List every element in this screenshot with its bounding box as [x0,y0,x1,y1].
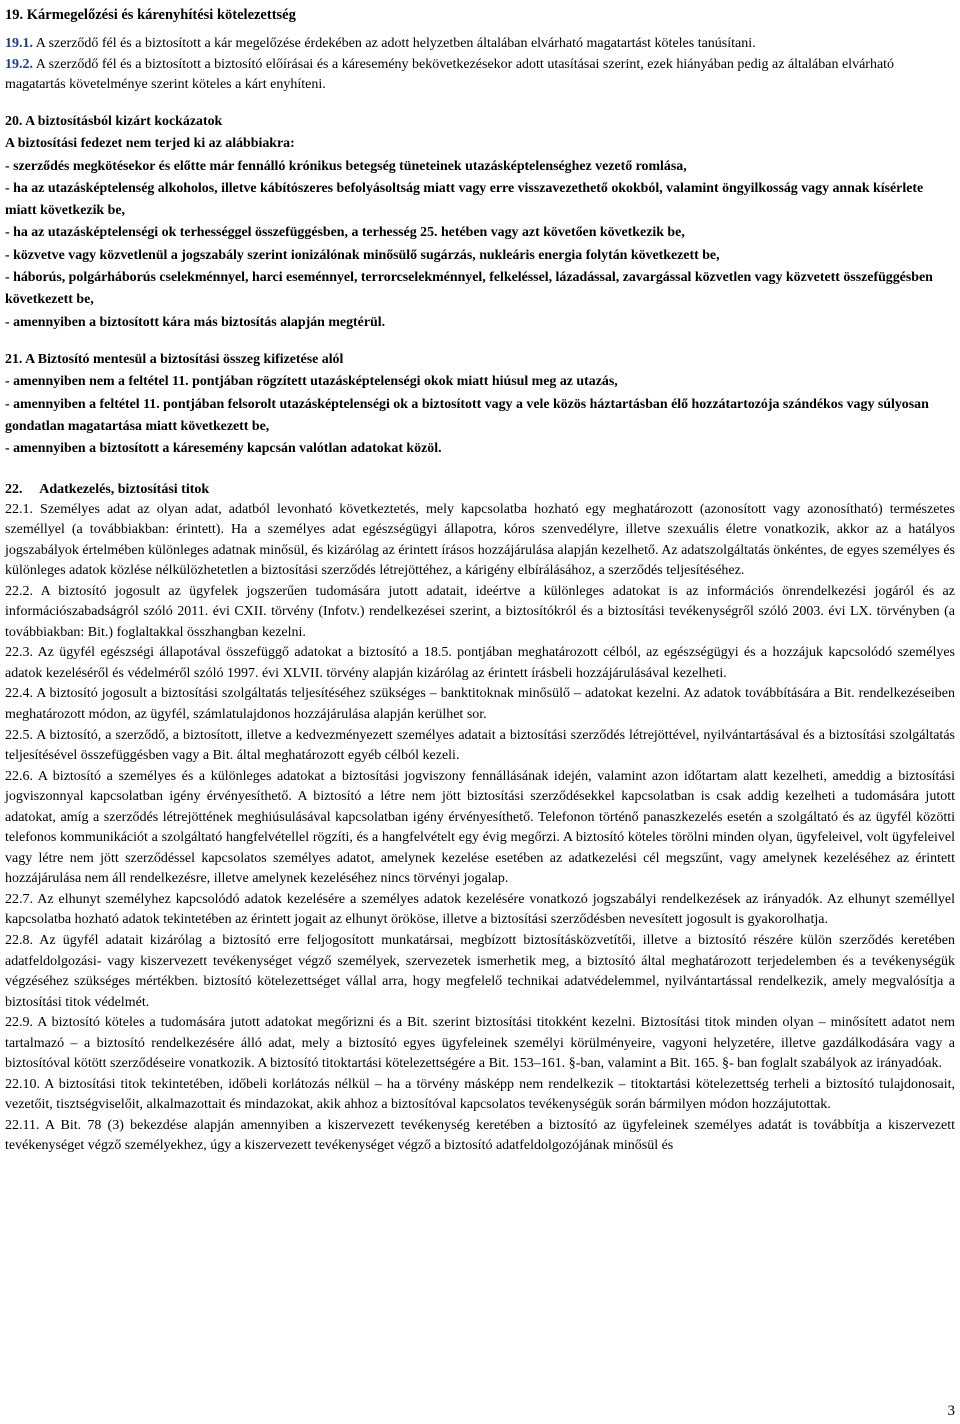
paragraph-22-11: 22.11. A Bit. 78 (3) bekezdése alapján amennyiben a kiszervezett tevékenység keretében a biztosító az ügyfeleinek személyes adatát is továbbítja a kiszervezett tevékenységet végző személyekhez, úgy a kiszervezett tevékenységet végző a biztosító adatfeldolgozójának minősül és [5,1117,955,1154]
paragraph-22-2: 22.2. A biztosító jogosult az ügyfelek jogszerűen tudomására jutott adatait, ideértve a különleges adatokat is az információs önrendelkezési jogáról és az információszabadságról szóló 2011. évi CXII. törvény (Infotv.) rendelkezései szerint, a biztosítókról és a biztosítási tevékenységről szóló 2003. évi LX. törvényben (a továbbiakban: Bit.) foglaltakkal összhangban kezelni. [5,583,955,640]
paragraph-19-1-number: 19.1. [5,36,33,51]
exclusion-item: - amennyiben a biztosított kára más biztosítás alapján megtérül. [5,314,386,330]
exclusion-item: - háborús, polgárháborús cselekménnyel, harci eseménnyel, terrorcselekménnyel, felkeléssel, lázadással, zavargással közvetlen vagy közvetett összefüggésben következett be, [5,270,933,308]
section-22-heading: 22. Adatkezelés, biztosítási titok [5,482,210,497]
paragraph-19-1 [5,34,955,55]
paragraph-22-10: 22.10. A biztosítási titok tekintetében, időbeli korlátozás nélkül – ha a törvény másképp nem rendelkezik – titoktartási kötelezettség terheli a biztosító tulajdonosait, vezetőit, tisztségviselőit, alkalmazottait és mindazokat, akik ahhoz a biztosítóval kapcsolatos tevékenységük során bármilyen módon hozzájutottak. [5,1076,955,1113]
exemption-item: - amennyiben a feltétel 11. pontjában felsorolt utazásképtelenségi ok a biztosított vagy a vele közös háztartásban élő hozzátartozója szándékos vagy súlyosan gondatlan magatartása miatt következett be, [5,396,929,434]
page-number: 3 [947,1403,955,1419]
paragraph-19-1-text: A szerződő fél és a biztosított a kár megelőzése érdekében az adott helyzetben általában elvárható magatartást köteles tanúsítani. [33,36,756,51]
paragraph-22-6: 22.6. A biztosító a személyes és a különleges adatokat a biztosítási jogviszony fennállásának idején, valamint azon időtartam alatt kezelheti, ameddig a biztosítási jogviszonnyal kapcsolatban igény érvényesíthető. A biztosító a létre nem jött biztosítási szerződésekkel kapcsolatban is csak addig kezelheti a tudomására jutott adatokat, amíg a szerződés létrejöttének meghiúsulásával kapcsolatban igény érvényesíthető. Telefonon történő panaszkezelés esetén a szolgáltató és az ügyfél közötti telefonos kommunikációt a szolgáltató hangfelvétellel rögzíti, és a hangfelvételt egy évig megőrzi. A biztosító köteles törölni minden olyan, ügyfeleivel, volt ügyfeleivel vagy létre nem jött szerződéssel kapcsolatos személyes adatot, amelynek kezelése esetében az adatkezelési cél megszűnt, vagy amelynek kezeléséhez az érintett hozzájárulása nem áll rendelkezésre, illetve amelynek kezeléséhez nincs törvényi jogalap. [5,768,955,887]
exclusion-item: - szerződés megkötésekor és előtte már fennálló krónikus betegség tüneteinek utazásképtelenséghez vezető romlása, [5,158,687,174]
section-19-body [5,34,955,96]
exclusion-item: - közvetve vagy közvetlenül a jogszabály szerint ionizálónak minősülő sugárzás, nukleáris energia folytán következett be, [5,247,720,263]
paragraph-22-1: 22.1. Személyes adat az olyan adat, adatból levonható következtetés, mely kapcsolatba hozható egy meghatározott (azonosított vagy azonosítható) természetes személlyel (a továbbiakban: érintett). Ha a személyes adat egészségügyi állapotra, kóros szenvedélyre, illetve szexuális életre vonatkozik, akkor az a hatályos jogszabályok értelmében különleges adatnak minősül, és kizárólag az érintett írásos hozzájárulása alapján kezelhető. Az adatszolgáltatás önkéntes, de egyes személyes és különleges adatok közlése nélkülözhetetlen a biztosítási szerződés létrejöttéhez, a kárigény elbírálásához, a szerződés teljesítéséhez. [5,501,955,579]
section-21-heading: 21. A Biztosító mentesül a biztosítási összeg kifizetése alól [5,352,344,367]
exclusion-item: - ha az utazásképtelenségi ok terhességgel összefüggésben, a terhesség 25. hetében vagy azt követően következik be, [5,225,685,241]
section-20-heading: 20. A biztosításból kizárt kockázatok [5,114,223,129]
paragraph-19-2-number: 19.2. [5,56,33,72]
paragraph-22-5: 22.5. A biztosító, a szerződő, a biztosított, illetve a kedvezményezett személyes adatait a biztosítási szerződés létrejöttével, nyilvántartásával és a biztosítási szolgáltatás teljesítésével összefüggésben vagy a Bit. által meghatározott egyéb célból kezeli. [5,727,955,764]
section-21 [5,349,955,460]
paragraph-19-2-text: A szerződő fél és a biztosított a biztosító előírásai és a káresemény bekövetkezésekor adott utasításai szerint, ezek hiányában pedig az általában elvárható magatartás követelménye szerint köteles a kárt enyhíteni. [5,56,895,92]
paragraph-22-9: 22.9. A biztosító köteles a tudomására jutott adatokat megőrizni és a Bit. szerint biztosítási titokként kezelni. Biztosítási titok minden olyan – minősített adatot nem tartalmazó – a biztosító rendelkezésére álló adat, mely a biztosító egyes ügyfeleinek személyi körülményeire, vagyoni helyzetére, illetve gazdálkodására vagy a biztosítóval kötött szerződéseire vonatkozik. A biztosító titoktartási kötelezettségére a Bit. 153–161. §-ban, valamint a Bit. 165. §- ban foglalt szabályok az irányadóak. [5,1015,955,1072]
section-19-heading: 19. Kármegelőzési és kárenyhítési kötelezettség [5,7,296,23]
paragraph-19-2 [5,55,955,96]
section-22-body [5,500,955,1158]
exemption-item: - amennyiben nem a feltétel 11. pontjában rögzített utazásképtelenségi okok miatt hiúsul meg az utazás, [5,374,618,390]
exclusion-item: - ha az utazásképtelenség alkoholos, illetve kábítószeres befolyásoltság miatt vagy erre visszavezethető okokból, valamint öngyilkosság vagy annak kísérlete miatt következik be, [5,180,924,219]
paragraph-22-7: 22.7. Az elhunyt személyhez kapcsolódó adatok kezelésére a személyes adatok kezelésére vonatkozó jogszabályi rendelkezések az irányadók. Az elhunyt személlyel kapcsolatba hozható adatok tekintetében az érintett jogait az elhunyt örököse, illetve a biztosítási szerződésben nevesített jogosult is gyakorolhatja. [5,891,955,928]
section-20 [5,111,955,334]
section-20-intro: A biztosítási fedezet nem terjed ki az alábbiakra: [5,136,295,152]
paragraph-22-8: 22.8. Az ügyfél adatait kizárólag a biztosító erre feljogosított munkatársai, megbízott biztosításközvetítői, illetve a biztosító részére külön szerződés keretében adatfeldolgozási- vagy kiszervezett tevékenységet végző személyek, szervezetek ismerhetik meg, a biztosító által meghatározott terjedelemben és a tevékenységük végzéséhez szükséges mértékben. biztosító kötelezettséget vállal arra, hogy megfelelő technikai adatvédelemmel, nyilvántartással rendelkezik, amely megvalósítja a biztosítási titok védelmét. [5,932,955,1010]
paragraph-22-4: 22.4. A biztosító jogosult a biztosítási szolgáltatás teljesítéséhez szükséges – banktitoknak minősülő – adatokat kezelni. Az adatok továbbítására a Bit. rendelkezéseiben meghatározott módon, az ügyfél, számlatulajdonos hozzájárulása alapján kerülhet sor. [5,686,955,722]
exemption-item: - amennyiben a biztosított a káresemény kapcsán valótlan adatokat közöl. [5,441,442,457]
paragraph-22-3: 22.3. Az ügyfél egészségi állapotával összefüggő adatokat a biztosító a 18.5. pontjában meghatározott célból, az egészségügyi és a hozzájuk kapcsolódó személyes adatok kezeléséről és védelméről szóló 1997. évi XLVII. törvény alapján kizárólag az érintett írásbeli hozzájárulásával kezelheti. [5,645,955,681]
